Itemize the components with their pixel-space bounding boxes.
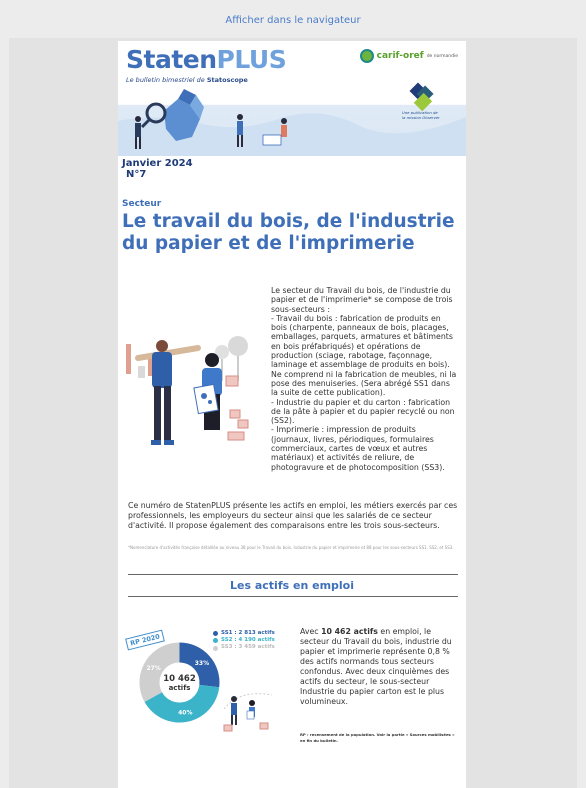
intro-text: Le secteur du Travail du bois, de l'industrie du papier et de l'imprimerie* se compose de trois sous-secteurs : - Travail du bois : fabrication de produits en bois (charpente, panneaux de bois, placages, emballages, parquets, armatures et bâtiments en bois préfabriqués) et opérations de production (sciage, rabotage, façonnage, laminage et assemblage de produits en bois). Ne comprend ni la fabrication de meubles, ni la pose des menuiseries. (Sera abrégé SS1 dans la suite de cette publication). - Industrie du papier et du carton : fabrication de la pâte à papier et du papier recyclé ou non (SS2). - Imprimerie : impression de produits (journaux, livres, périodiques, formulaires commerciaux, cartes de vœux et autres matériaux) et activités de reliure, de photogravure et de photocomposition (SS3). (271, 286, 457, 472)
browser-bar (0, 0, 586, 40)
section-title: Les actifs en emploi (230, 579, 354, 592)
legend-item-ss2: SS2 : 4 190 actifs (213, 637, 275, 644)
intro-paragraph: Ce numéro de StatenPLUS présente les actifs en emploi, les métiers exercés par ces professionnels, les employeurs du secteur ainsi que les salariés de ce secteur d'activité. Il propose également des comparaisons entre les trois sous-secteurs. (128, 501, 458, 530)
newsletter-card (118, 41, 466, 788)
footnote: *Nomenclature d'activités française détaillée au niveau 38 pour le Travail du bois, industrie du papier et imprimerie et 88 pour les sous-secteurs SS1, SS2, et SS3. (128, 545, 454, 550)
rp-badge: RP 2020 (125, 630, 165, 651)
banner-illustration (118, 41, 466, 156)
actifs-block (118, 625, 466, 775)
donut-center-label: actifs (168, 684, 191, 692)
brand-logo: StatenPLUS (126, 45, 287, 74)
donut-center-value: 10 462 (163, 674, 196, 684)
partner-logo: carif-oref de normandie (360, 49, 458, 63)
donut-label-ss1: 33% (194, 660, 210, 668)
donut-label-ss3: 27% (146, 664, 161, 672)
tagline: Le bulletin bimestriel de Statoscope (126, 76, 248, 84)
legend-item-ss1: SS1 : 2 813 actifs (213, 630, 275, 637)
rp-note: RP : recensement de la population. Voir la partie « Sources mobilisées » en fin du bulletin. (300, 732, 455, 743)
issue-date: Janvier 2024 (122, 158, 193, 169)
view-in-browser-link[interactable]: Afficher dans le navigateur (225, 14, 361, 26)
article-title: Le travail du bois, de l'industrie du papier et de l'imprimerie (122, 211, 455, 254)
intro-block (118, 286, 466, 486)
section-rule-bottom (128, 596, 458, 597)
header-banner (118, 41, 466, 156)
workers-illustration (118, 286, 268, 486)
donut-slice-ss3 (140, 643, 180, 702)
chart-legend (213, 630, 275, 652)
section-kicker: Secteur (122, 199, 162, 209)
issue-number: N°7 (126, 169, 147, 180)
actifs-text: Avec 10 462 actifs en emploi, le secteur du Travail du bois, industrie du papier et imprimerie représente 0,8 % des actifs normands tous secteurs confondus. Avec deux cinquièmes des actifs du secteur, le sous-secteur Industrie du papier carton est le plus volumineux. (300, 627, 452, 706)
legend-item-ss3: SS3 : 3 459 actifs (213, 644, 275, 651)
publication-note: Une publication de la mission Observer (402, 110, 440, 120)
chart-figures-illustration (220, 685, 280, 735)
donut-label-ss2: 40% (178, 709, 193, 717)
